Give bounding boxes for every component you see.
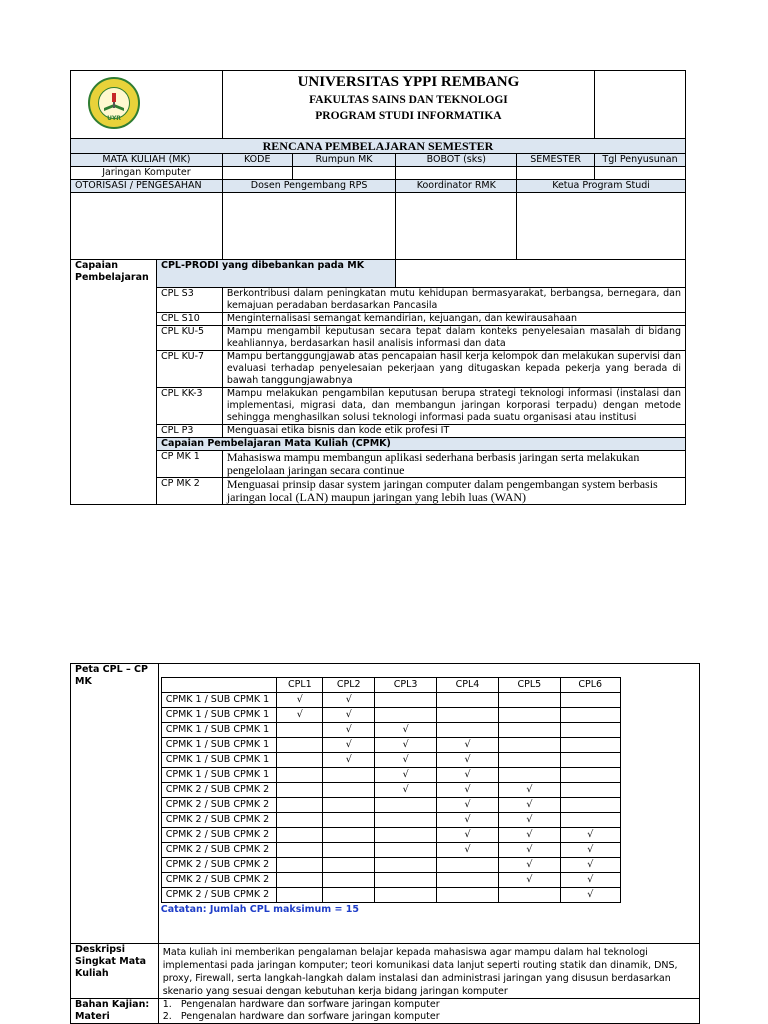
header-code: KODE [222,154,292,167]
grid-cell [375,813,437,828]
faculty-name: FAKULTAS SAINS DAN TEKNOLOGI [309,94,508,106]
grid-cell [375,873,437,888]
grid-row-label: CPMK 1 / SUB CPMK 1 [161,753,277,768]
signature-coordinator [396,193,517,260]
grid-cell [560,768,620,783]
grid-row-label: CPMK 2 / SUB CPMK 2 [161,843,277,858]
cpmk-header: Capaian Pembelajaran Mata Kuliah (CPMK) [156,438,685,451]
grid-row [161,738,620,753]
grid-row-label: CPMK 2 / SUB CPMK 2 [161,828,277,843]
grid-header-row [161,678,620,693]
grid-row-label: CPMK 2 / SUB CPMK 2 [161,783,277,798]
check-mark: √ [323,693,375,708]
grid-row-label: CPMK 1 / SUB CPMK 1 [161,768,277,783]
cpl-text: Menguasai etika bisnis dan kode etik profesi IT [222,425,685,438]
approval-label: OTORISASI / PENGESAHAN [71,180,223,193]
grid-cell [437,873,499,888]
grid-cell [375,828,437,843]
grid-cell [277,843,323,858]
material-item: 1. Pengenalan hardware dan sorfware jaringan komputer [162,999,440,1010]
grid-column-header: CPL1 [277,678,323,693]
grid-cell [560,753,620,768]
check-mark: √ [437,738,499,753]
grid-cell [498,768,560,783]
grid-cell [498,738,560,753]
grid-row [161,798,620,813]
map-label: Peta CPL – CP MK [71,664,159,944]
header-date: Tgl Penyusunan [595,154,686,167]
description-text: Mata kuliah ini memberikan pengalaman belajar kepada mahasiswa agar mampu dalam hal teknologi implementasi pada jaringan komputer; teori komunikasi data lanjut seperti routing statik dan dinamik, DNS, proxy, Firewall, serta langkah-langkah dalam instalasi dan administrasi jaringan yang disusun berdasarkan skenario yang sesuai dengan kebutuhan kerja bidang jaringan komputer [158,944,699,999]
check-mark: √ [375,738,437,753]
grid-column-header: CPL6 [560,678,620,693]
grid-cell [375,798,437,813]
check-mark: √ [437,798,499,813]
grid-row-label: CPMK 2 / SUB CPMK 2 [161,858,277,873]
grid-cell [277,738,323,753]
grid-cell [437,858,499,873]
grid-cell [498,888,560,903]
check-mark: √ [560,828,620,843]
cpmk-text: Menguasai prinsip dasar system jaringan computer dalam pengembangan system berbasis jaringan local (LAN) maupun jaringan yang lebih luas (WAN) [222,478,685,505]
cpl-header-empty [396,260,686,288]
grid-row-label: CPMK 2 / SUB CPMK 2 [161,888,277,903]
grid-row [161,858,620,873]
doc-title: RENCANA PEMBELAJARAN SEMESTER [71,139,686,154]
grid-row-label: CPMK 2 / SUB CPMK 2 [161,798,277,813]
check-mark: √ [560,888,620,903]
grid-column-header: CPL5 [498,678,560,693]
approval-head: Ketua Program Studi [517,180,686,193]
grid-cell [560,693,620,708]
cpl-text: Menginternalisasi semangat kemandirian, kejuangan, dan kewirausahaan [222,313,685,326]
header-course: MATA KULIAH (MK) [71,154,223,167]
grid-cell [277,828,323,843]
grid-cell [323,858,375,873]
map-note: Catatan: Jumlah CPL maksimum = 15 [160,904,359,915]
rps-table [70,70,686,505]
grid-cell [375,843,437,858]
materials-label: Bahan Kajian: Materi [71,999,159,1024]
grid-cell [437,708,499,723]
grid-row [161,753,620,768]
check-mark: √ [498,798,560,813]
check-mark: √ [437,813,499,828]
grid-cell [437,888,499,903]
grid-cell [375,888,437,903]
grid-row-label: CPMK 2 / SUB CPMK 2 [161,873,277,888]
grid-cell [437,693,499,708]
grid-cell [560,813,620,828]
header-right-cell [595,71,686,139]
check-mark: √ [498,858,560,873]
grid-cell [560,798,620,813]
cpl-code: CPL KU-7 [156,351,222,388]
grid-row-label: CPMK 2 / SUB CPMK 2 [161,813,277,828]
grid-row [161,768,620,783]
check-mark: √ [437,828,499,843]
check-mark: √ [277,708,323,723]
grid-cell [560,738,620,753]
grid-cell [437,723,499,738]
signature-developer [222,193,396,260]
grid-cell [323,873,375,888]
grid-cell [277,723,323,738]
cpl-code: CPL KK-3 [156,388,222,425]
signature-head [517,193,686,260]
cpl-text: Mampu mengambil keputusan secara tepat dalam konteks penyelesaian masalah di bidang keahliannya, berdasarkan hasil analisis informasi dan data [222,326,685,351]
map-cell [158,664,699,944]
grid-cell [323,888,375,903]
grid-cell [277,753,323,768]
grid-row-label: CPMK 1 / SUB CPMK 1 [161,693,277,708]
grid-cell [323,768,375,783]
grid-row-label: CPMK 1 / SUB CPMK 1 [161,738,277,753]
outcomes-label: Capaian Pembelajaran [71,260,157,505]
cpl-text: Berkontribusi dalam peningkatan mutu kehidupan bermasyarakat, berbangsa, bernegara, dan kemajuan peradaban berdasarkan Pancasila [222,288,685,313]
grid-cell [560,723,620,738]
grid-corner [161,678,277,693]
check-mark: √ [437,843,499,858]
grid-cell [277,768,323,783]
cpmk-text: Mahasiswa mampu membangun aplikasi sederhana berbasis jaringan serta melakukan pengelolaan jaringan secara continue [222,451,685,478]
grid-cell [277,873,323,888]
check-mark: √ [560,858,620,873]
grid-cell [560,708,620,723]
cpl-text: Mampu melakukan pengambilan keputusan berupa strategi teknologi informasi (instalasi dan implementasi, migrasi data, dan membangun jaringan korporasi terpadu) dengan metode sehingga menghasilkan solusi teknologi informasi pada suatu organisasi atau institusi [222,388,685,425]
check-mark: √ [323,708,375,723]
grid-cell [277,798,323,813]
grid-cell [323,813,375,828]
grid-cell [498,753,560,768]
logo-cell [71,71,223,139]
cpl-cpmk-grid [161,677,621,903]
grid-cell [498,693,560,708]
grid-row [161,813,620,828]
description-label: Deskripsi Singkat Mata Kuliah [71,944,159,999]
grid-cell [323,783,375,798]
grid-cell [375,693,437,708]
cpl-code: CPL P3 [156,425,222,438]
grid-column-header: CPL3 [375,678,437,693]
grid-cell [323,828,375,843]
check-mark: √ [323,723,375,738]
header-semester: SEMESTER [517,154,595,167]
logo-text: UYR [107,115,121,122]
grid-row [161,723,620,738]
check-mark: √ [560,843,620,858]
grid-column-header: CPL2 [323,678,375,693]
check-mark: √ [498,873,560,888]
cpmk-code: CP MK 2 [156,478,222,505]
header-cluster: Rumpun MK [292,154,396,167]
grid-cell [323,843,375,858]
university-logo [71,71,157,139]
header-credits: BOBOT (sks) [396,154,517,167]
grid-row [161,888,620,903]
check-mark: √ [375,753,437,768]
grid-cell [277,888,323,903]
check-mark: √ [375,783,437,798]
course-name: Jaringan Komputer [71,167,223,180]
check-mark: √ [323,738,375,753]
check-mark: √ [323,753,375,768]
grid-cell [560,783,620,798]
check-mark: √ [437,753,499,768]
check-mark: √ [375,723,437,738]
grid-cell [277,858,323,873]
program-name: PROGRAM STUDI INFORMATIKA [315,110,502,122]
grid-cell [323,798,375,813]
grid-row [161,708,620,723]
check-mark: √ [498,843,560,858]
grid-row-label: CPMK 1 / SUB CPMK 1 [161,708,277,723]
check-mark: √ [560,873,620,888]
cpl-code: CPL KU-5 [156,326,222,351]
grid-row [161,873,620,888]
grid-row-label: CPMK 1 / SUB CPMK 1 [161,723,277,738]
header-titles [222,71,594,139]
cpl-header: CPL-PRODI yang dibebankan pada MK [156,260,395,288]
cpl-code: CPL S3 [156,288,222,313]
check-mark: √ [375,768,437,783]
grid-row [161,693,620,708]
approval-coordinator: Koordinator RMK [396,180,517,193]
grid-cell [498,708,560,723]
grid-cell [277,813,323,828]
materials-list [158,999,699,1024]
grid-cell [498,723,560,738]
grid-row [161,843,620,858]
cpl-text: Mampu bertanggungjawab atas pencapaian hasil kerja kelompok dan melakukan supervisi dan evaluasi terhadap penyelesaian pekerjaan yang ditugaskan kepada pekerja yang berada di bawah tanggungjawabnya [222,351,685,388]
grid-cell [277,783,323,798]
check-mark: √ [498,813,560,828]
check-mark: √ [498,783,560,798]
approval-empty [71,193,223,260]
grid-column-header: CPL4 [437,678,499,693]
grid-row [161,828,620,843]
check-mark: √ [277,693,323,708]
check-mark: √ [498,828,560,843]
check-mark: √ [437,768,499,783]
material-item: 2. Pengenalan hardware dan sorfware jaringan komputer [162,1011,440,1022]
approval-developer: Dosen Pengembang RPS [222,180,396,193]
grid-row [161,783,620,798]
grid-cell [375,858,437,873]
map-table [70,663,700,1024]
cpmk-code: CP MK 1 [156,451,222,478]
cpl-code: CPL S10 [156,313,222,326]
university-name: UNIVERSITAS YPPI REMBANG [297,74,520,90]
grid-cell [375,708,437,723]
check-mark: √ [437,783,499,798]
